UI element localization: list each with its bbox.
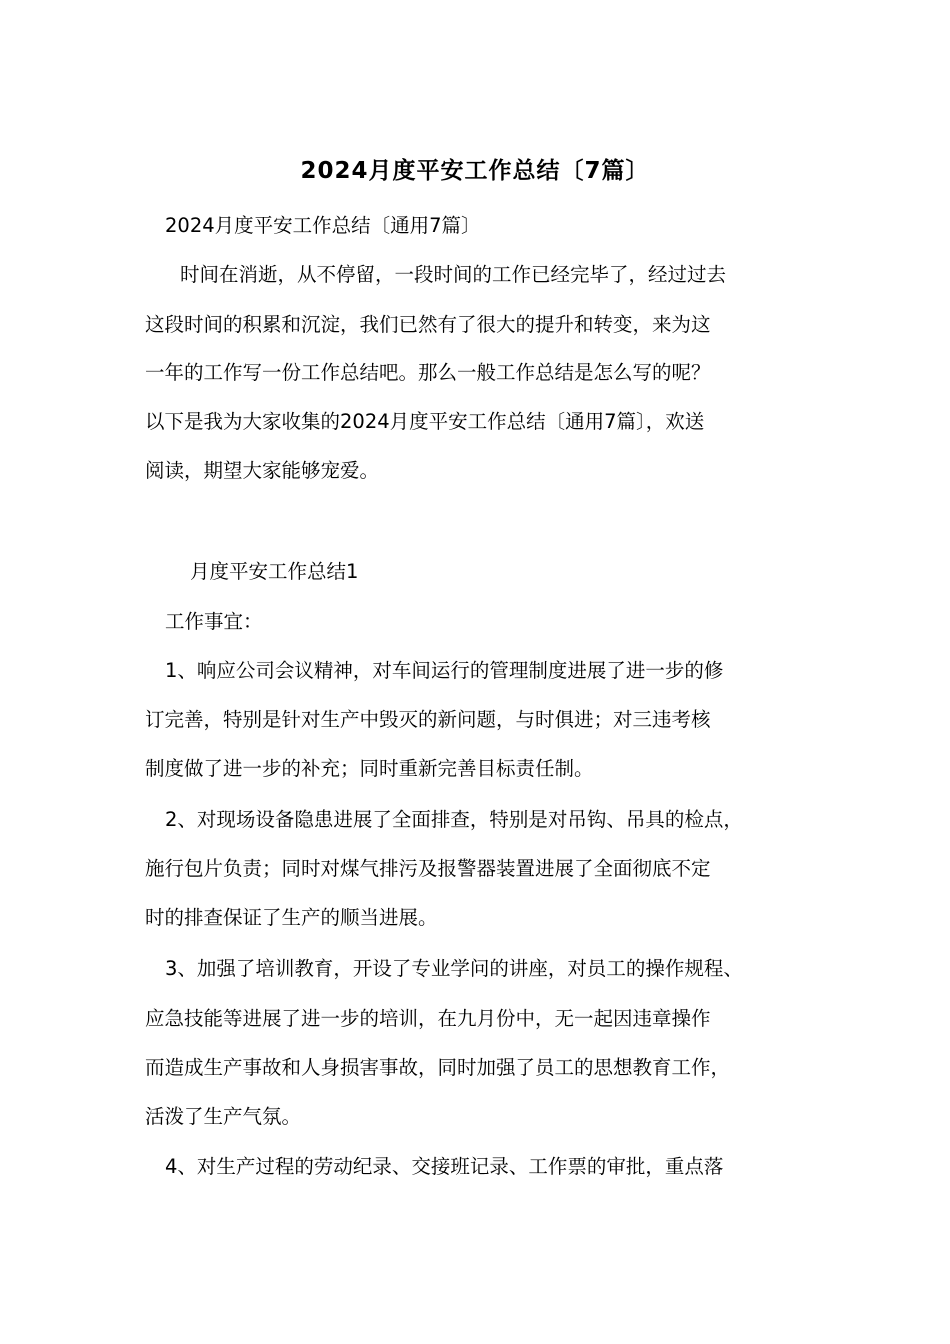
item3-line-2: 应急技能等进展了进一步的培训，在九月份中，无一起因违章操作 [145,1007,711,1030]
item2-line-1: 2、对现场设备隐患进展了全面排查，特别是对吊钩、吊具的检点， [165,808,743,831]
item3-line-4: 活泼了生产气氛。 [145,1105,302,1128]
intro-line-4: 以下是我为大家收集的2024月度平安工作总结〔通用7篇〕，欢送 [145,410,705,433]
item2-line-2: 施行包片负责；同时对煤气排污及报警器装置进展了全面彻底不定 [145,857,711,880]
intro-line-1: 时间在消逝，从不停留，一段时间的工作已经完毕了，经过过去 [180,263,727,286]
document-subtitle: 2024月度平安工作总结〔通用7篇〕 [165,214,481,237]
item4-line-1: 4、对生产过程的劳动纪录、交接班记录、工作票的审批，重点落 [165,1155,724,1178]
item1-line-3: 制度做了进一步的补充；同时重新完善目标责任制。 [145,757,594,780]
intro-line-3: 一年的工作写一份工作总结吧。那么一般工作总结是怎么写的呢？ [145,361,711,384]
intro-line-2: 这段时间的积累和沉淀，我们已然有了很大的提升和转变，来为这 [145,313,711,336]
section-heading: 月度平安工作总结1 [190,560,359,583]
item2-line-3: 时的排查保证了生产的顺当进展。 [145,906,438,929]
item3-line-3: 而造成生产事故和人身损害事故，同时加强了员工的思想教育工作， [145,1056,731,1079]
item1-line-2: 订完善，特别是针对生产中毁灭的新问题，与时俱进；对三违考核 [145,708,711,731]
item1-line-1: 1、响应公司会议精神，对车间运行的管理制度进展了进一步的修 [165,659,724,682]
document-title: 2024月度平安工作总结〔7篇〕 [300,158,650,184]
intro-line-5: 阅读，期望大家能够宠爱。 [145,459,380,482]
items-label: 工作事宜： [165,610,263,633]
item3-line-1: 3、加强了培训教育，开设了专业学问的讲座，对员工的操作规程、 [165,957,743,980]
